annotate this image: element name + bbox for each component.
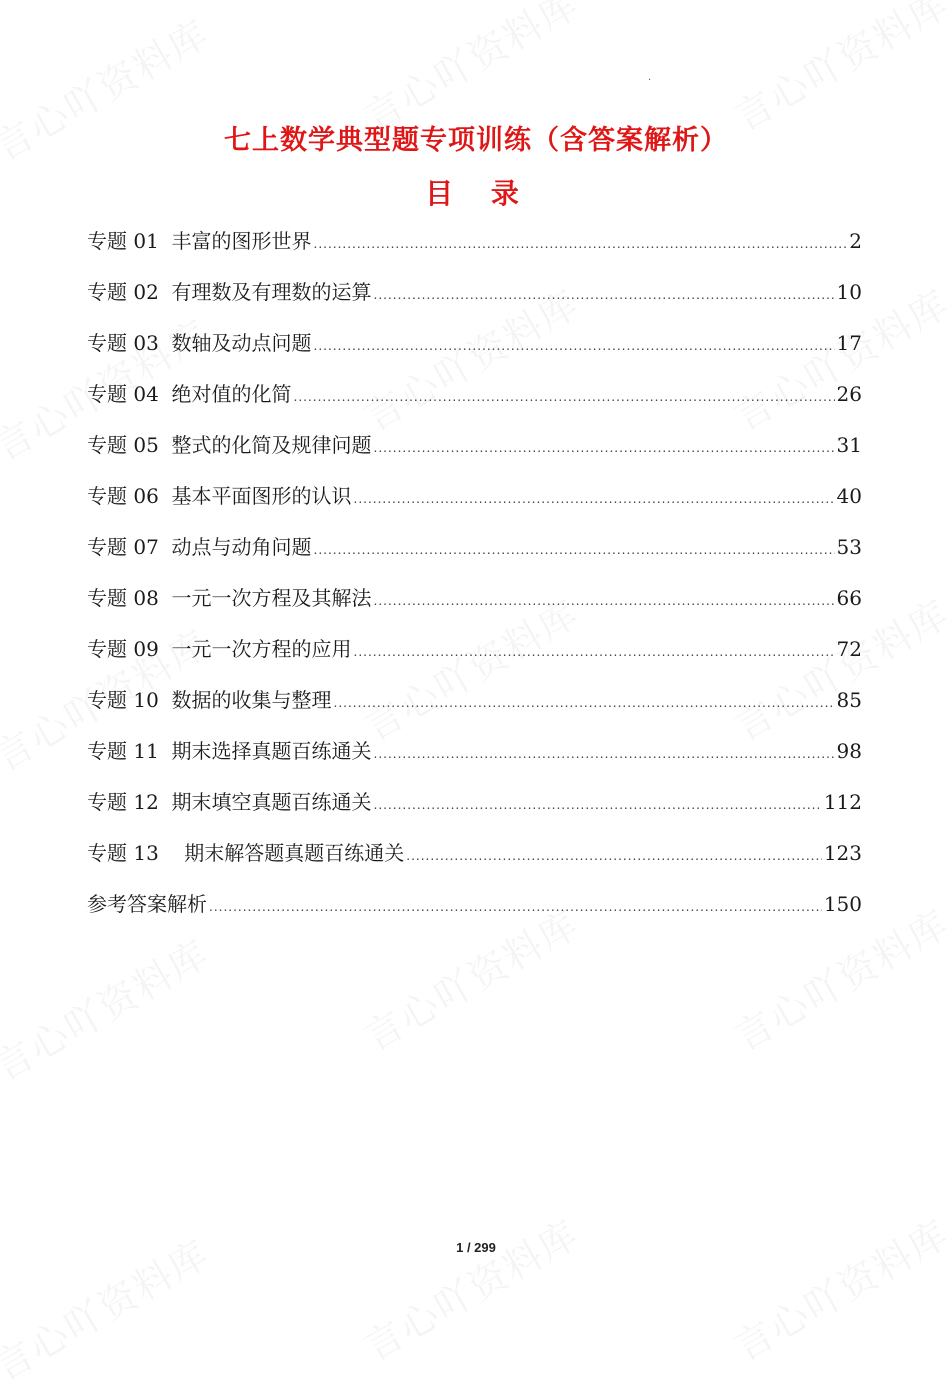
toc-entry-label: 专题 03 数轴及动点问题: [87, 331, 312, 355]
toc-leader: [314, 229, 848, 259]
page-indicator: 1 / 299: [456, 1240, 496, 1255]
toc-entry-page: 123: [823, 841, 862, 865]
toc-leader: [374, 280, 835, 310]
toc-leader: [354, 484, 835, 514]
toc-entry-label: 专题 07 动点与动角问题: [87, 535, 312, 559]
toc-entry[interactable]: [87, 634, 862, 685]
toc-entry[interactable]: [87, 889, 862, 940]
toc-entry-label: 专题 01 丰富的图形世界: [87, 229, 312, 253]
toc-entry-page: 85: [836, 688, 862, 712]
header-mark: .: [648, 72, 652, 83]
table-of-contents: [87, 226, 862, 940]
toc-entry-page: 40: [836, 484, 862, 508]
toc-entry[interactable]: [87, 838, 862, 889]
toc-entry-label: 专题 06 基本平面图形的认识: [87, 484, 352, 508]
toc-entry-label: 专题 10 数据的收集与整理: [87, 688, 332, 712]
toc-leader: [209, 892, 822, 922]
toc-entry-page: 72: [836, 637, 862, 661]
toc-entry[interactable]: [87, 328, 862, 379]
toc-entry-page: 17: [836, 331, 862, 355]
toc-leader: [314, 535, 835, 565]
toc-entry[interactable]: [87, 583, 862, 634]
toc-entry-label: 专题 04 绝对值的化简: [87, 382, 292, 406]
toc-entry[interactable]: [87, 277, 862, 328]
toc-leader: [374, 586, 835, 616]
toc-entry[interactable]: [87, 430, 862, 481]
toc-entry-label: 专题 09 一元一次方程的应用: [87, 637, 352, 661]
toc-entry-label: 专题 12 期末填空真题百练通关: [87, 790, 372, 814]
toc-entry-page: 112: [823, 790, 862, 814]
toc-entry-page: 10: [836, 280, 862, 304]
toc-entry[interactable]: [87, 532, 862, 583]
toc-entry-page: 31: [836, 433, 862, 457]
toc-entry-label: 专题 11 期末选择真题百练通关: [87, 739, 372, 763]
toc-entry-page: 66: [836, 586, 862, 610]
toc-leader: [314, 331, 835, 361]
toc-entry[interactable]: [87, 226, 862, 277]
toc-entry-label: 专题 13 期末解答题真题百练通关: [87, 841, 405, 865]
toc-entry[interactable]: [87, 685, 862, 736]
toc-entry-page: 2: [849, 229, 862, 253]
toc-entry[interactable]: [87, 736, 862, 787]
toc-leader: [294, 382, 835, 412]
toc-leader: [354, 637, 835, 667]
toc-entry-page: 53: [836, 535, 862, 559]
toc-heading: 目 录: [425, 177, 533, 210]
toc-entry-label: 专题 02 有理数及有理数的运算: [87, 280, 372, 304]
toc-leader: [374, 433, 835, 463]
toc-leader: [374, 790, 822, 820]
toc-entry-page: 98: [836, 739, 862, 763]
toc-leader: [334, 688, 835, 718]
toc-entry[interactable]: [87, 379, 862, 430]
toc-leader: [406, 841, 822, 871]
document-title: 七上数学典型题专项训练（含答案解析）: [224, 125, 728, 156]
toc-entry-page: 150: [823, 892, 862, 916]
toc-entry[interactable]: [87, 481, 862, 532]
toc-entry-label: 专题 05 整式的化简及规律问题: [87, 433, 372, 457]
toc-entry[interactable]: [87, 787, 862, 838]
toc-entry-label: 参考答案解析: [87, 892, 207, 916]
toc-entry-page: 26: [836, 382, 862, 406]
toc-entry-label: 专题 08 一元一次方程及其解法: [87, 586, 372, 610]
toc-leader: [374, 739, 835, 769]
